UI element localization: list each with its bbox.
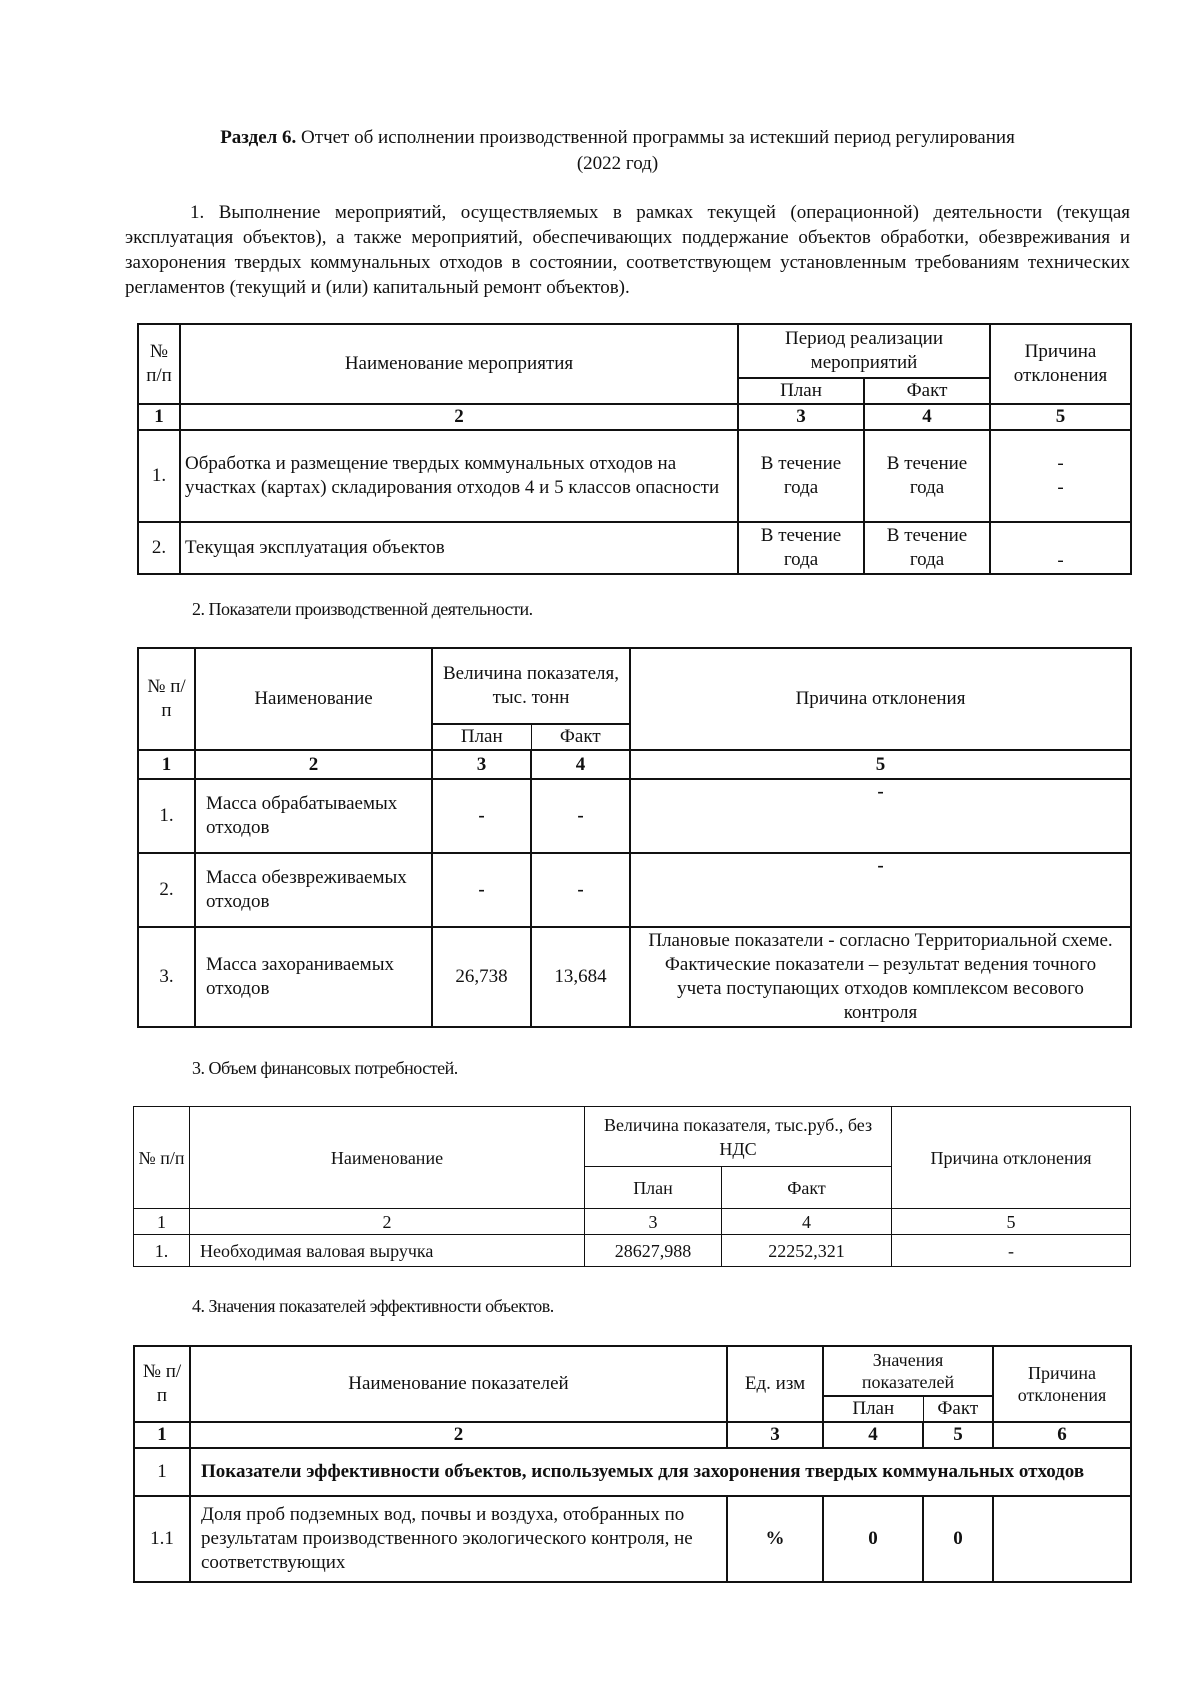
header-name: Наименование [195,648,432,750]
row-num: 1.1 [134,1496,190,1582]
indicator-name: Масса обезвреживаемых отходов [195,853,432,927]
header-plan: План [738,378,864,404]
col-num: 5 [892,1209,1131,1235]
header-name: Наименование показателей [190,1346,727,1422]
table-row [138,927,1131,1027]
unit-value: % [727,1496,823,1582]
reason-value [993,1496,1131,1582]
row-num: 2. [138,853,195,927]
header-value: Значения показателей [823,1346,993,1396]
table-row [134,1235,1131,1267]
fact-value: 22252,321 [722,1235,892,1267]
section-heading: Отчет об исполнении производственной программы за истекший период регулирования [296,127,1015,148]
indicator-name: Доля проб подземных вод, почвы и воздуха, отобранных по результатам производственного экологического контроля, не соответствующих [190,1496,727,1582]
row-num: 1. [138,779,195,853]
col-num: 4 [823,1422,923,1448]
activities-table [137,323,1132,575]
header-period: Период реализации мероприятий [738,324,990,378]
reason-value: - [630,853,1131,927]
col-num: 1 [134,1209,190,1235]
section-4-heading: 4. Значения показателей эффективности объектов. [192,1296,554,1316]
col-num: 3 [585,1209,722,1235]
header-reason: Причина отклонения [990,324,1131,404]
production-indicators-table [137,647,1132,1028]
plan-value: - [432,779,531,853]
row-num: 3. [138,927,195,1027]
section-2-heading: 2. Показатели производственной деятельности. [192,599,533,619]
table-row [138,522,1131,574]
header-unit: Ед. изм [727,1346,823,1422]
col-num: 1 [138,750,195,779]
row-num: 1. [138,430,180,522]
header-num: № п/п [134,1346,190,1422]
plan-value: В течение года [738,430,864,522]
col-num: 2 [195,750,432,779]
row-num: 2. [138,522,180,574]
col-num: 2 [190,1209,585,1235]
header-fact: Факт [722,1167,892,1209]
fact-value: В течение года [864,430,990,522]
plan-value: 26,738 [432,927,531,1027]
fact-value: 13,684 [531,927,630,1027]
reason-value: - [892,1235,1131,1267]
header-fact: Факт [923,1396,993,1422]
intro-paragraph: 1. Выполнение мероприятий, осуществляемых в рамках текущей (операционной) деятельности (текущая эксплуатация объектов), а также мероприятий, обеспечивающих поддержание объектов обработки, обезвреживания и захоронения твердых коммунальных отходов в состоянии, соответствующем установленным требованиям технических регламентов (текущий и (или) капитальный ремонт объектов). [125,202,1130,298]
header-fact: Факт [864,378,990,404]
fact-value: 0 [923,1496,993,1582]
reason-value: Плановые показатели - согласно Территориальной схеме. Фактические показатели – результат ведения точного учета поступающих отходов комплексом весового контроля [630,927,1131,1027]
report-year: (2022 год) [576,153,659,174]
plan-value: 28627,988 [585,1235,722,1267]
plan-value: 0 [823,1496,923,1582]
table-row [138,430,1131,522]
group-name: Показатели эффективности объектов, используемых для захоронения твердых коммунальных отходов [190,1448,1131,1496]
col-num: 3 [432,750,531,779]
col-num: 5 [990,404,1131,430]
header-value: Величина показателя, тыс. тонн [432,648,630,724]
indicator-name: Масса обрабатываемых отходов [195,779,432,853]
col-num: 2 [190,1422,727,1448]
plan-value: - [432,853,531,927]
col-num: 5 [923,1422,993,1448]
fact-value: - [531,779,630,853]
header-num: № п/п [134,1107,190,1209]
expense-name: Необходимая валовая выручка [190,1235,585,1267]
header-name: Наименование [190,1107,585,1209]
fact-value: - [531,853,630,927]
table-row [138,853,1131,927]
group-row [134,1448,1131,1496]
header-reason: Причина отклонения [993,1346,1131,1422]
col-num: 6 [993,1422,1131,1448]
header-num: № п/п [138,324,180,404]
fact-value: В течение года [864,522,990,574]
header-num: № п/п [138,648,195,750]
header-reason: Причина отклонения [630,648,1131,750]
table-row [134,1496,1131,1582]
indicator-name: Масса захораниваемых отходов [195,927,432,1027]
header-activity-name: Наименование мероприятия [180,324,738,404]
reason-value: - - [990,430,1131,522]
col-num: 1 [138,404,180,430]
col-num: 3 [727,1422,823,1448]
header-plan: План [585,1167,722,1209]
table-row [138,779,1131,853]
efficiency-indicators-table [133,1345,1132,1583]
col-num: 1 [134,1422,190,1448]
col-num: 2 [180,404,738,430]
plan-value: В течение года [738,522,864,574]
col-num: 4 [531,750,630,779]
section-label: Раздел 6. [220,127,297,148]
activity-name: Текущая эксплуатация объектов [180,522,738,574]
col-num: 5 [630,750,1131,779]
header-plan: План [432,724,531,750]
header-value: Величина показателя, тыс.руб., без НДС [585,1107,892,1167]
row-num: 1 [134,1448,190,1496]
row-num: 1. [134,1235,190,1267]
activity-name: Обработка и размещение твердых коммунальных отходов на участках (картах) складирования отходов 4 и 5 классов опасности [180,430,738,522]
section-3-heading: 3. Объем финансовых потребностей. [192,1058,458,1078]
header-plan: План [823,1396,923,1422]
reason-value: - [990,522,1131,574]
col-num: 4 [722,1209,892,1235]
header-fact: Факт [531,724,630,750]
reason-value: - [630,779,1131,853]
col-num: 4 [864,404,990,430]
header-reason: Причина отклонения [892,1107,1131,1209]
financial-needs-table [133,1106,1131,1267]
document-title [150,125,1085,177]
col-num: 3 [738,404,864,430]
